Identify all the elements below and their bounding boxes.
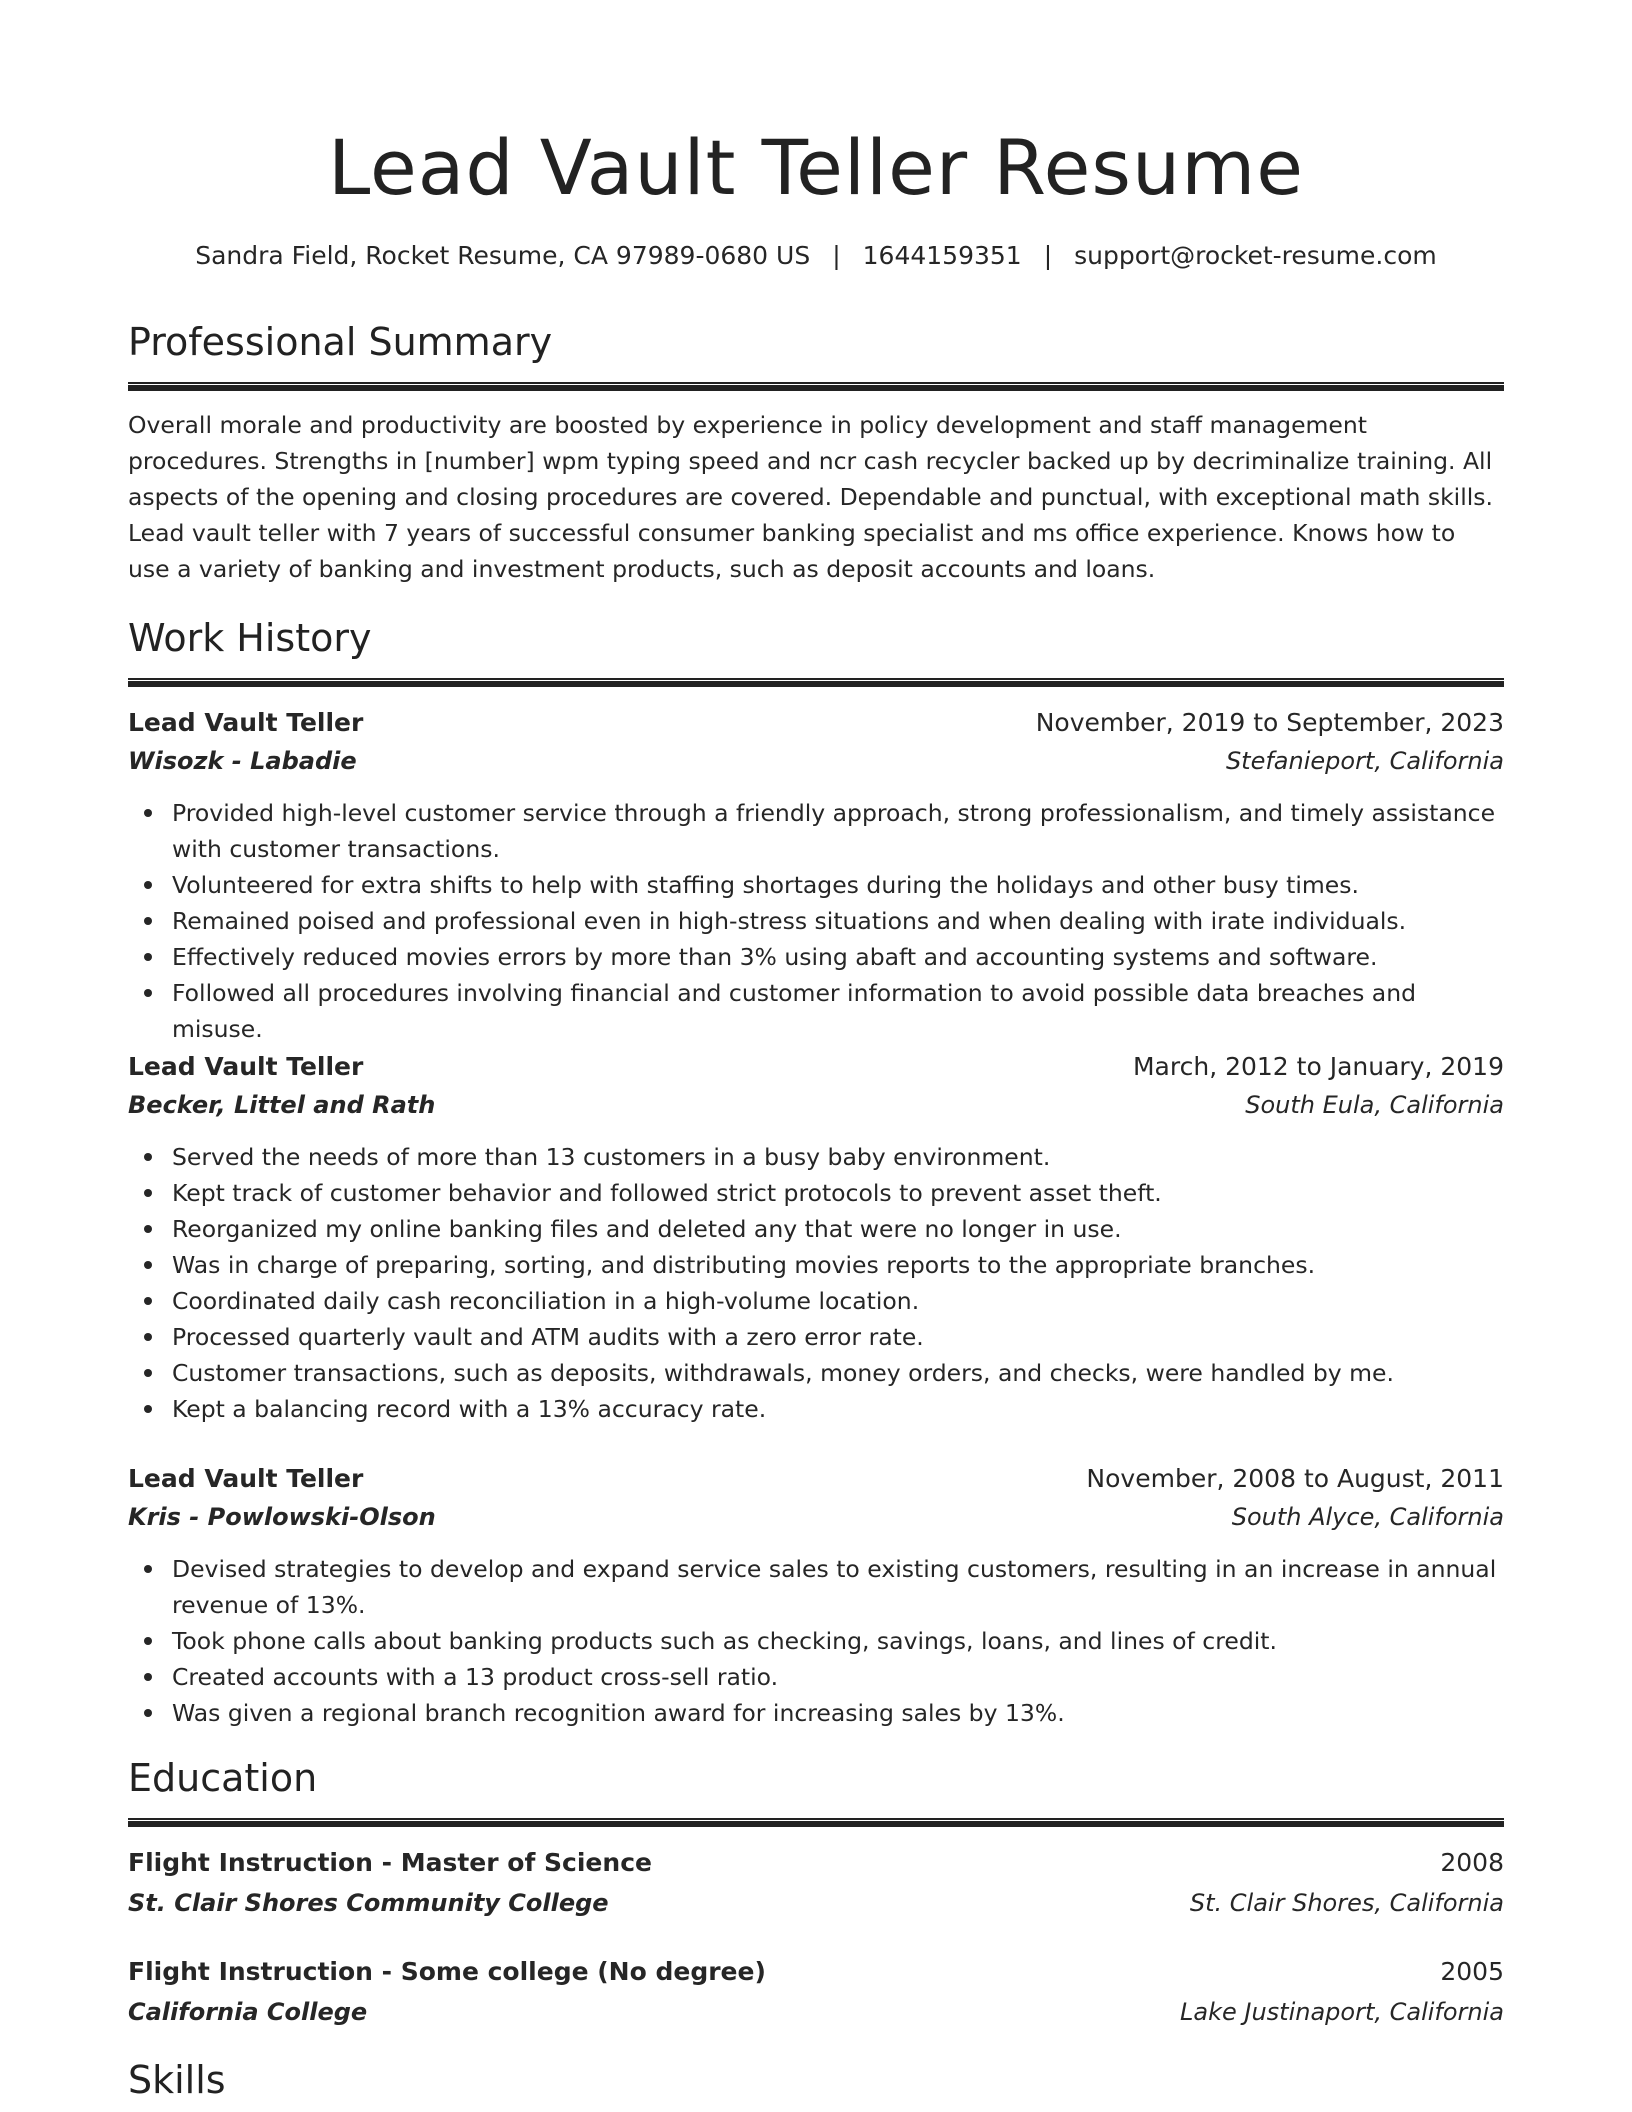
company-name: Wisozk - Labadie (128, 747, 357, 775)
work-history-section (128, 612, 1504, 687)
section-heading: Professional Summary (128, 320, 553, 364)
job-entry (128, 704, 1504, 1047)
list-item: Provided high-level customer service through a friendly approach, strong professionalism, and timely assistance with customer transactions. (128, 795, 1504, 867)
list-item: Was in charge of preparing, sorting, and distributing movies reports to the appropriate branches. (128, 1247, 1504, 1283)
list-item: Created accounts with a 13 product cross-sell ratio. (128, 1659, 1504, 1695)
job-title: Lead Vault Teller (128, 1052, 364, 1081)
job-entry (128, 1460, 1504, 1731)
graduation-year: 2005 (1440, 1957, 1504, 1986)
job-duties-list (128, 1139, 1504, 1427)
contact-separator: | (1043, 241, 1053, 270)
section-heading: Education (128, 1756, 318, 1800)
contact-line (128, 237, 1504, 275)
summary-section (128, 316, 1504, 587)
school-name: St. Clair Shores Community College (128, 1889, 609, 1917)
school-location: Lake Justinaport, California (1180, 1998, 1504, 2026)
contact-address: Sandra Field, Rocket Resume, CA 97989-0680 US (195, 241, 811, 270)
list-item: Customer transactions, such as deposits, withdrawals, money orders, and checks, were handled by me. (128, 1355, 1504, 1391)
resume-title: Lead Vault Teller Resume (327, 123, 1304, 212)
list-item: Devised strategies to develop and expand service sales to existing customers, resulting in an increase in annual revenue of 13%. (128, 1551, 1504, 1623)
graduation-year: 2008 (1440, 1848, 1504, 1877)
contact-separator: | (832, 241, 841, 270)
summary-text: Overall morale and productivity are boosted by experience in policy development and staff management procedures. Strengths in [number] wpm typing speed and ncr cash recycler backed up by decriminalize training. All aspects of the opening and closing procedures are covered. Dependable and punctual, with exceptional math skills. Lead vault teller with 7 years of successful consumer banking specialist and ms office experience. Knows how to use a variety of banking and investment products, such as deposit accounts and loans. (128, 411, 1493, 583)
school-name: California College (128, 1998, 368, 2026)
section-heading: Skills (128, 2058, 226, 2102)
section-divider (128, 1818, 1504, 1827)
school-location: St. Clair Shores, California (1189, 1889, 1504, 1917)
section-divider (128, 678, 1504, 687)
list-item: Served the needs of more than 13 customers in a busy baby environment. (128, 1139, 1504, 1175)
job-location: South Eula, California (1245, 1091, 1504, 1119)
skills-section (128, 2054, 1504, 2106)
section-heading: Work History (128, 616, 372, 660)
company-name: Kris - Powlowski-Olson (128, 1503, 436, 1531)
list-item: Kept track of customer behavior and followed strict protocols to prevent asset theft. (128, 1175, 1504, 1211)
job-dates: November, 2019 to September, 2023 (1035, 708, 1504, 737)
list-item: Took phone calls about banking products such as checking, savings, loans, and lines of credit. (128, 1623, 1504, 1659)
job-duties-list (128, 795, 1504, 1047)
list-item: Processed quarterly vault and ATM audits with a zero error rate. (128, 1319, 1504, 1355)
job-title: Lead Vault Teller (128, 1464, 364, 1493)
list-item: Coordinated daily cash reconciliation in a high-volume location. (128, 1283, 1504, 1319)
list-item: Volunteered for extra shifts to help with staffing shortages during the holidays and other busy times. (128, 867, 1504, 903)
list-item: Kept a balancing record with a 13% accuracy rate. (128, 1391, 1504, 1427)
education-entry (128, 1844, 1504, 1922)
education-entry (128, 1953, 1504, 2031)
list-item: Remained poised and professional even in high-stress situations and when dealing with irate individuals. (128, 903, 1504, 939)
resume-page (128, 0, 1504, 2112)
section-divider (128, 382, 1504, 391)
company-name: Becker, Littel and Rath (128, 1091, 436, 1119)
list-item: Effectively reduced movies errors by more than 3% using abaft and accounting systems and software. (128, 939, 1504, 975)
contact-email[interactable]: support@rocket-resume.com (1074, 241, 1437, 270)
job-location: Stefanieport, California (1225, 747, 1504, 775)
contact-phone: 1644159351 (862, 241, 1022, 270)
job-duties-list (128, 1551, 1504, 1731)
job-dates: November, 2008 to August, 2011 (1086, 1464, 1504, 1493)
list-item: Followed all procedures involving financial and customer information to avoid possible data breaches and misuse. (128, 975, 1504, 1047)
job-location: South Alyce, California (1231, 1503, 1504, 1531)
job-entry (128, 1048, 1504, 1427)
education-section (128, 1752, 1504, 1827)
job-dates: March, 2012 to January, 2019 (1132, 1052, 1504, 1081)
job-title: Lead Vault Teller (128, 708, 364, 737)
list-item: Reorganized my online banking files and deleted any that were no longer in use. (128, 1211, 1504, 1247)
list-item: Was given a regional branch recognition award for increasing sales by 13%. (128, 1695, 1504, 1731)
degree-name: Flight Instruction - Some college (No degree) (128, 1957, 766, 1986)
degree-name: Flight Instruction - Master of Science (128, 1848, 652, 1877)
